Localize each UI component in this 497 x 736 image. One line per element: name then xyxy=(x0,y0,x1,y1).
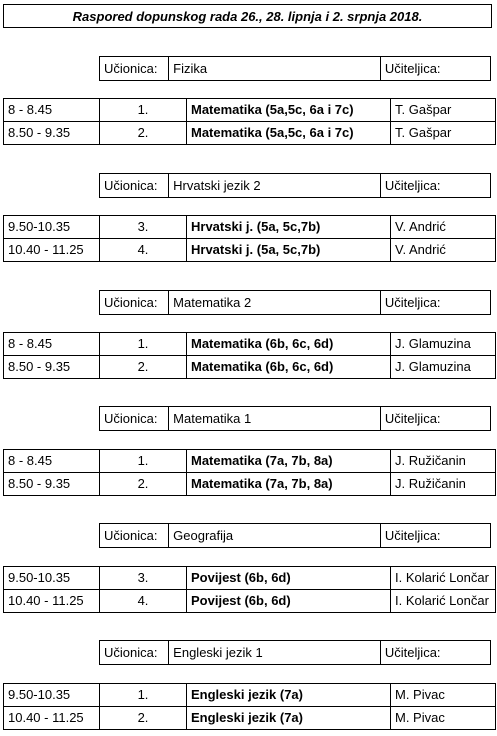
schedule-table xyxy=(3,566,496,613)
period-cell: 4. xyxy=(100,239,187,262)
classroom-label: Učionica: xyxy=(100,57,169,81)
teacher-cell: M. Pivac xyxy=(391,707,496,730)
time-cell: 8 - 8.45 xyxy=(4,99,100,122)
page-title: Raspored dopunskog rada 26., 28. lipnja i 2. srpnja 2018. xyxy=(3,4,492,28)
table-row xyxy=(4,567,496,590)
teacher-cell: J. Glamuzina xyxy=(391,356,496,379)
teacher-cell: V. Andrić xyxy=(391,216,496,239)
period-cell: 4. xyxy=(100,590,187,613)
teacher-label: Učiteljica: xyxy=(380,524,490,548)
table-row xyxy=(4,356,496,379)
room-header-table xyxy=(99,523,491,548)
period-cell: 1. xyxy=(100,99,187,122)
classroom-label: Učionica: xyxy=(100,641,169,665)
schedule-table xyxy=(3,215,496,262)
classroom-label: Učionica: xyxy=(100,291,169,315)
subject-cell: Engleski jezik (7a) xyxy=(187,684,391,707)
time-cell: 8 - 8.45 xyxy=(4,333,100,356)
time-cell: 10.40 - 11.25 xyxy=(4,590,100,613)
table-row xyxy=(4,99,496,122)
subject-cell: Hrvatski j. (5a, 5c,7b) xyxy=(187,239,391,262)
teacher-cell: J. Ružičanin xyxy=(391,450,496,473)
room-header-table xyxy=(99,56,491,81)
subject-cell: Povijest (6b, 6d) xyxy=(187,567,391,590)
time-cell: 9.50-10.35 xyxy=(4,684,100,707)
room-header-table xyxy=(99,406,491,431)
room-header-table xyxy=(99,290,491,315)
subject-cell: Matematika (6b, 6c, 6d) xyxy=(187,356,391,379)
teacher-label: Učiteljica: xyxy=(380,57,490,81)
classroom-label: Učionica: xyxy=(100,524,169,548)
teacher-cell: T. Gašpar xyxy=(391,122,496,145)
subject-cell: Hrvatski j. (5a, 5c,7b) xyxy=(187,216,391,239)
teacher-cell: T. Gašpar xyxy=(391,99,496,122)
classroom-label: Učionica: xyxy=(100,174,169,198)
time-cell: 9.50-10.35 xyxy=(4,216,100,239)
teacher-cell: J. Glamuzina xyxy=(391,333,496,356)
subject-cell: Engleski jezik (7a) xyxy=(187,707,391,730)
table-row xyxy=(4,239,496,262)
time-cell: 10.40 - 11.25 xyxy=(4,707,100,730)
table-row xyxy=(4,122,496,145)
room-name: Matematika 2 xyxy=(169,291,381,315)
schedule-table xyxy=(3,449,496,496)
teacher-label: Učiteljica: xyxy=(380,291,490,315)
classroom-label: Učionica: xyxy=(100,407,169,431)
room-name: Matematika 1 xyxy=(169,407,381,431)
teacher-cell: M. Pivac xyxy=(391,684,496,707)
time-cell: 8.50 - 9.35 xyxy=(4,122,100,145)
period-cell: 3. xyxy=(100,216,187,239)
period-cell: 2. xyxy=(100,473,187,496)
period-cell: 2. xyxy=(100,356,187,379)
time-cell: 9.50-10.35 xyxy=(4,567,100,590)
time-cell: 8.50 - 9.35 xyxy=(4,473,100,496)
subject-cell: Povijest (6b, 6d) xyxy=(187,590,391,613)
table-row xyxy=(4,707,496,730)
table-row xyxy=(4,684,496,707)
room-name: Geografija xyxy=(169,524,381,548)
time-cell: 8 - 8.45 xyxy=(4,450,100,473)
room-header-table xyxy=(99,640,491,665)
teacher-label: Učiteljica: xyxy=(380,174,490,198)
table-row xyxy=(4,590,496,613)
table-row xyxy=(4,450,496,473)
schedule-table xyxy=(3,683,496,730)
subject-cell: Matematika (6b, 6c, 6d) xyxy=(187,333,391,356)
period-cell: 3. xyxy=(100,567,187,590)
schedule-table xyxy=(3,98,496,145)
teacher-cell: V. Andrić xyxy=(391,239,496,262)
room-name: Engleski jezik 1 xyxy=(169,641,381,665)
schedule-table xyxy=(3,332,496,379)
room-name: Fizika xyxy=(169,57,381,81)
subject-cell: Matematika (5a,5c, 6a i 7c) xyxy=(187,122,391,145)
period-cell: 1. xyxy=(100,450,187,473)
subject-cell: Matematika (5a,5c, 6a i 7c) xyxy=(187,99,391,122)
teacher-cell: I. Kolarić Lončar xyxy=(391,590,496,613)
teacher-cell: J. Ružičanin xyxy=(391,473,496,496)
time-cell: 8.50 - 9.35 xyxy=(4,356,100,379)
subject-cell: Matematika (7a, 7b, 8a) xyxy=(187,450,391,473)
table-row xyxy=(4,333,496,356)
teacher-cell: I. Kolarić Lončar xyxy=(391,567,496,590)
room-header-table xyxy=(99,173,491,198)
teacher-label: Učiteljica: xyxy=(380,641,490,665)
teacher-label: Učiteljica: xyxy=(380,407,490,431)
period-cell: 1. xyxy=(100,333,187,356)
period-cell: 2. xyxy=(100,707,187,730)
time-cell: 10.40 - 11.25 xyxy=(4,239,100,262)
room-name: Hrvatski jezik 2 xyxy=(169,174,381,198)
table-row xyxy=(4,473,496,496)
period-cell: 2. xyxy=(100,122,187,145)
period-cell: 1. xyxy=(100,684,187,707)
table-row xyxy=(4,216,496,239)
subject-cell: Matematika (7a, 7b, 8a) xyxy=(187,473,391,496)
